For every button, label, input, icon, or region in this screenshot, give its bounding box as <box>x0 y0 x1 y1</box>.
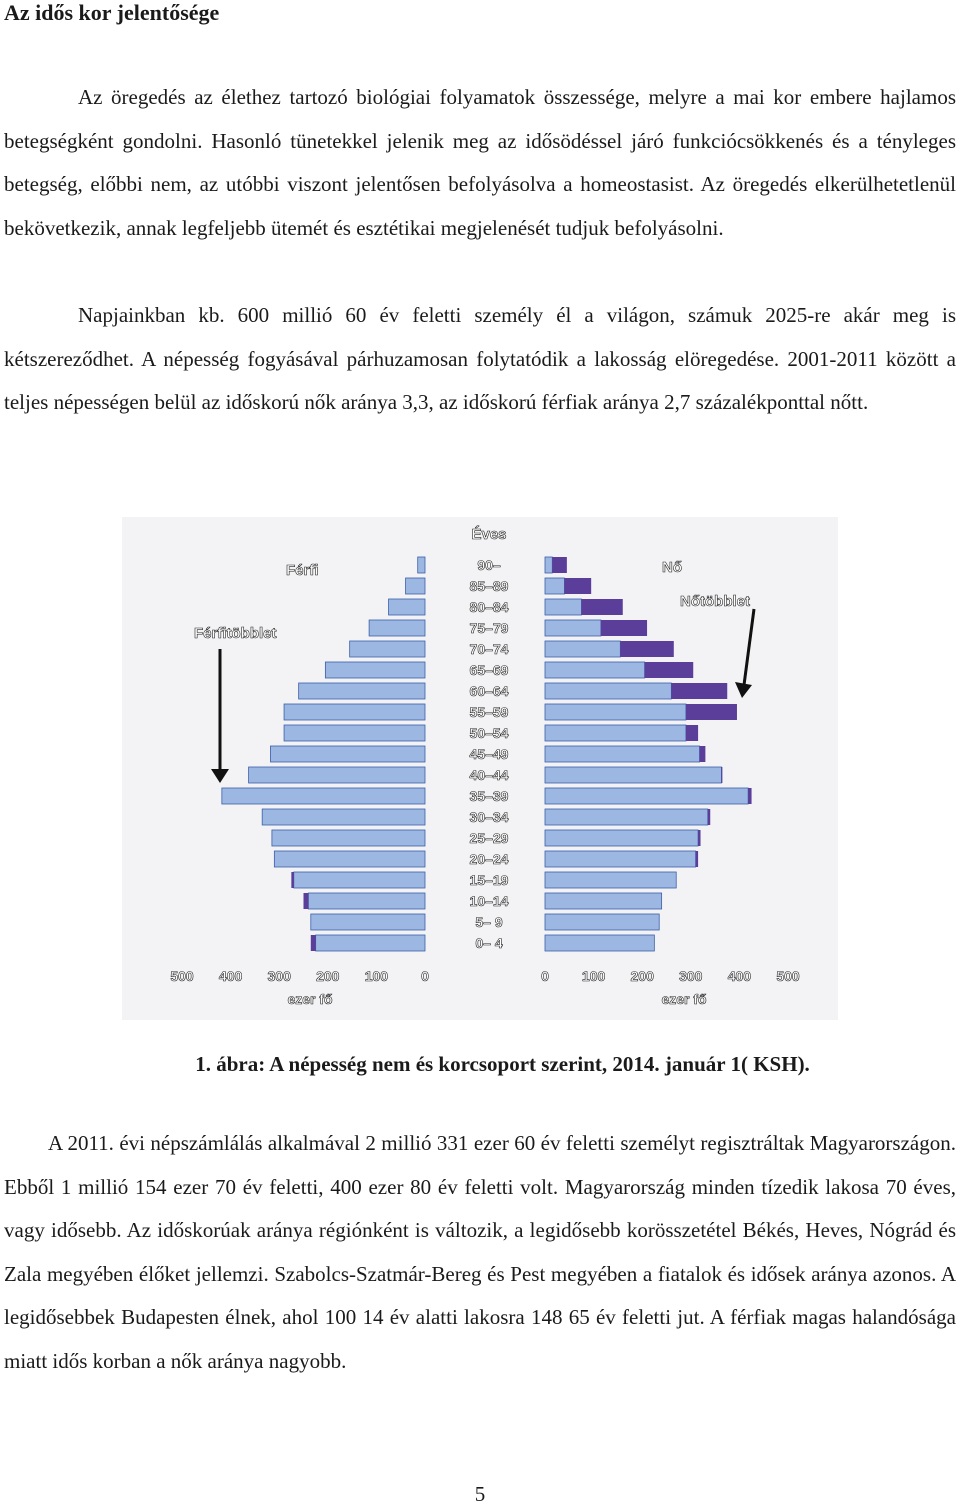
age-group-label: 70–74 <box>469 641 509 657</box>
male-tick-label: 500 <box>170 968 194 984</box>
age-group-label: 45–49 <box>469 746 509 762</box>
age-group-label: 20–24 <box>469 851 509 867</box>
female-bar <box>545 767 721 783</box>
age-group-label: 5– 9 <box>475 914 503 930</box>
female-bar <box>545 641 620 657</box>
male-surplus-bar <box>304 893 309 909</box>
female-bar <box>545 788 748 804</box>
male-bar <box>350 641 425 657</box>
female-bar <box>545 809 708 825</box>
male-bar <box>311 914 425 930</box>
male-surplus-label: Férfitöbblet <box>194 625 277 642</box>
paragraph-census <box>4 1122 956 1383</box>
age-group-label: 55–59 <box>469 704 509 720</box>
male-bar <box>274 851 425 867</box>
female-tick-label: 500 <box>776 968 800 984</box>
age-group-label: 30–34 <box>469 809 509 825</box>
male-bar <box>284 725 425 741</box>
male-bar <box>294 872 425 888</box>
female-bar <box>545 914 659 930</box>
page-number: 5 <box>474 1482 486 1506</box>
legend-female: Nő <box>662 559 682 576</box>
female-axis-label: ezer fő <box>661 991 707 1007</box>
age-group-label: 90– <box>477 557 501 573</box>
age-group-label: 15–19 <box>469 872 509 888</box>
female-bar <box>545 704 686 720</box>
age-group-label: 85–89 <box>469 578 509 594</box>
male-bar <box>270 746 425 762</box>
figure-caption: 1. ábra: A népesség nem és korcsoport szerint, 2014. január 1( KSH). <box>195 1052 810 1076</box>
female-bar <box>545 557 552 573</box>
male-tick-label: 400 <box>218 968 243 984</box>
male-bar <box>284 704 425 720</box>
female-surplus-bar <box>748 788 751 804</box>
age-group-label: 25–29 <box>469 830 509 846</box>
female-surplus-bar <box>645 662 694 678</box>
age-group-label: 0– 4 <box>475 935 503 951</box>
male-tick-label: 100 <box>364 968 389 984</box>
male-bar <box>249 767 425 783</box>
male-tick-label: 0 <box>421 968 429 984</box>
age-group-label: 40–44 <box>469 767 509 783</box>
paragraph-census-text: A 2011. évi népszámlálás alkalmával 2 millió 331 ezer 60 év feletti személyt regisztráltak Magyarországon. Ebből 1 millió 154 ezer 70 év feletti, 400 ezer 80 év feletti volt. Magyarország minden tízedik lakosa 70 éves, vagy idősebb. Az időskorúak aránya régiónként is változik, a legidősebb korösszetétel Békés, Heves, Nógrád és Zala megyében élőket jellemzi. Szabolcs-Szatmár-Bereg és Pest megyében a fiatalok és idősek aránya azonos. A legidősebbek Budapesten élnek, ahol 100 14 év alatti lakosra 148 65 év feletti jut. A férfiak magas halandósága miatt idős korban a nők aránya nagyobb. <box>4 1131 956 1373</box>
age-group-label: 65–69 <box>469 662 509 678</box>
age-group-label: 35–39 <box>469 788 509 804</box>
male-surplus-bar <box>291 872 293 888</box>
female-surplus-bar <box>620 641 673 657</box>
male-bar <box>308 893 425 909</box>
female-tick-label: 400 <box>727 968 752 984</box>
female-surplus-bar <box>564 578 591 594</box>
paragraph-aging <box>4 76 956 250</box>
female-bar <box>545 578 564 594</box>
female-bar <box>545 830 698 846</box>
male-bar <box>272 830 425 846</box>
female-bar <box>545 599 581 615</box>
chart-title: Éves <box>471 526 507 543</box>
female-tick-label: 0 <box>541 968 549 984</box>
male-bar <box>299 683 425 699</box>
female-surplus-bar <box>601 620 647 636</box>
female-bar <box>545 620 601 636</box>
male-axis-label: ezer fő <box>287 991 333 1007</box>
female-tick-label: 200 <box>630 968 654 984</box>
female-bar <box>545 725 686 741</box>
male-tick-label: 300 <box>267 968 291 984</box>
male-bar <box>222 788 425 804</box>
female-surplus-bar <box>700 746 706 762</box>
paragraph-population <box>4 294 956 425</box>
female-surplus-bar <box>708 809 710 825</box>
age-group-label: 60–64 <box>469 683 509 699</box>
legend-male: Férfi <box>286 562 319 579</box>
female-surplus-bar <box>552 557 567 573</box>
age-group-label: 75–79 <box>469 620 509 636</box>
female-bar <box>545 662 645 678</box>
female-bar <box>545 893 662 909</box>
male-tick-label: 200 <box>316 968 340 984</box>
female-surplus-bar <box>671 683 727 699</box>
male-bar <box>418 557 425 573</box>
female-surplus-bar <box>696 851 698 867</box>
female-surplus-label: Nőtöbblet <box>680 593 750 610</box>
female-bar <box>545 746 700 762</box>
male-bar <box>389 599 425 615</box>
age-group-label: 80–84 <box>469 599 509 615</box>
female-bar <box>545 935 654 951</box>
female-tick-label: 100 <box>581 968 606 984</box>
age-group-label: 50–54 <box>469 725 509 741</box>
population-pyramid-chart <box>122 517 838 1020</box>
female-surplus-bar <box>698 830 700 846</box>
male-surplus-bar <box>311 935 316 951</box>
male-bar <box>369 620 425 636</box>
female-surplus-bar <box>721 767 722 783</box>
female-bar <box>545 683 671 699</box>
male-bar <box>325 662 425 678</box>
female-surplus-bar <box>686 725 698 741</box>
female-tick-label: 300 <box>679 968 703 984</box>
female-bar <box>545 851 696 867</box>
age-group-label: 10–14 <box>469 893 509 909</box>
male-bar <box>316 935 425 951</box>
male-bar <box>262 809 425 825</box>
female-surplus-bar <box>686 704 737 720</box>
paragraph-population-text: Napjainkban kb. 600 millió 60 év feletti személy él a világon, számuk 2025-re akár meg is kétszereződhet. A népesség fogyásával párhuzamosan folytatódik a lakosság elöregedése. 2001-2011 között a teljes népességen belül az időskorú nők aránya 3,3, az időskorú férfiak aránya 2,7 százalékponttal nőtt. <box>4 303 956 414</box>
female-bar <box>545 872 676 888</box>
male-bar <box>406 578 425 594</box>
section-heading: Az idős kor jelentősége <box>4 0 220 25</box>
paragraph-aging-text: Az öregedés az élethez tartozó biológiai folyamatok összessége, melyre a mai kor embere hajlamos betegségként gondolni. Hasonló tünetekkel jelenik meg az idősödéssel járó funkciócsökkenés és a tényleges betegség, előbbi nem, az utóbbi viszont jelentősen befolyásolva a homeostasist. Az öregedés elkerülhetetlenül bekövetkezik, annak legfeljebb ütemét és esztétikai megjelenését tudjuk befolyásolni. <box>4 85 956 240</box>
female-surplus-bar <box>581 599 622 615</box>
